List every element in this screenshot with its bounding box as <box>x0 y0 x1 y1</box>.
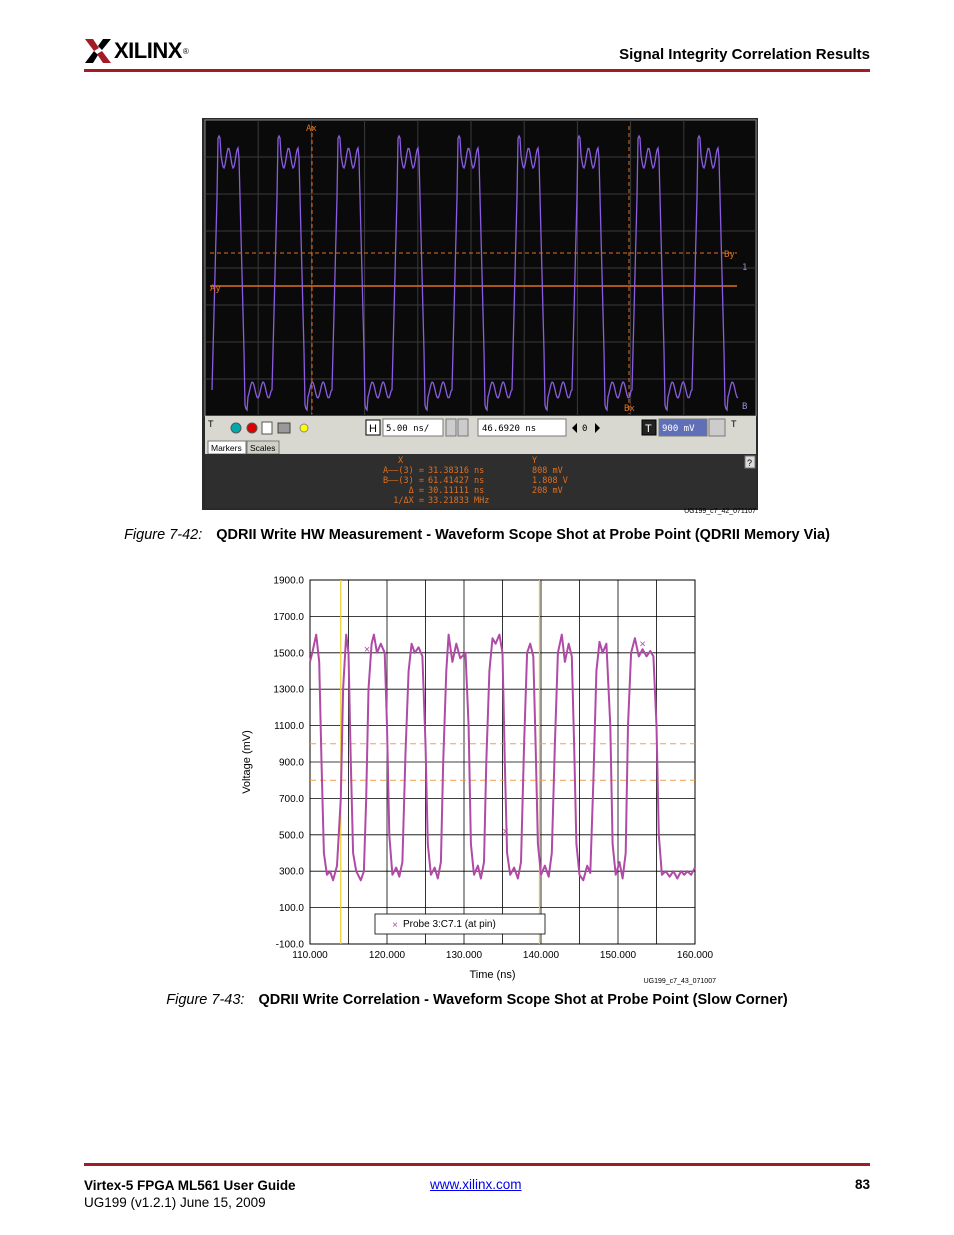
readout-row-y: 808 mV <box>532 466 563 476</box>
step-value: 0 <box>582 424 588 434</box>
readout-row-x: 31.38316 ns <box>428 466 485 476</box>
header-rule <box>84 69 870 72</box>
legend-label: Probe 3:C7.1 (at pin) <box>403 919 496 930</box>
figure43-caption <box>0 992 954 1008</box>
marker-label-bx: Bx <box>624 404 635 414</box>
registered-mark: ® <box>182 46 189 56</box>
x-tick-label: 150.000 <box>599 950 637 961</box>
figure43-image-id: UG199_c7_43_071007 <box>643 978 716 985</box>
readout-row-y: 208 mV <box>532 486 563 496</box>
toolbar-t-label-right: T <box>731 419 737 429</box>
readout-col-y: Y <box>532 456 538 466</box>
y-tick-label: 700.0 <box>278 793 304 805</box>
figure42-label: Figure 7-42: <box>124 527 203 543</box>
marker-label-b: B <box>742 402 748 412</box>
position-value: 46.6920 ns <box>482 424 537 434</box>
y-tick-label: -100.0 <box>275 939 304 951</box>
brightness-icon[interactable] <box>300 424 308 432</box>
series-symbol: × <box>639 638 646 651</box>
readout-row-label: 1/ΔX = <box>393 496 424 506</box>
footer-doc-title: Virtex-5 FPGA ML561 User Guide <box>84 1178 296 1193</box>
y-tick-label: 100.0 <box>278 903 304 915</box>
readout-row-x: 61.41427 ns <box>428 476 485 486</box>
page-number: 83 <box>854 1177 870 1192</box>
figure42-caption <box>0 527 954 543</box>
wave-icon[interactable] <box>458 419 468 436</box>
figure42-title: QDRII Write HW Measurement - Waveform Scope Shot at Probe Point (QDRII Memory Via) <box>216 527 830 543</box>
tab-scales-label: Scales <box>250 443 276 453</box>
toolbar-t-label: T <box>208 419 214 429</box>
help-label: ? <box>747 458 753 468</box>
readout-row-x: 30.11111 ns <box>428 486 485 496</box>
readout-row-label: A——(3) = <box>383 466 424 476</box>
xilinx-mark-icon <box>84 38 112 64</box>
correlation-chart <box>230 570 730 990</box>
tab-markers-label: Markers <box>211 443 242 453</box>
figure42-image-id: UG199_c7_42_071107 <box>684 508 756 515</box>
x-tick-label: 160.000 <box>676 950 714 961</box>
footer-rule <box>84 1163 870 1166</box>
xilinx-logo <box>84 38 189 64</box>
readout-col-x: X <box>398 456 404 466</box>
y-tick-label: 1100.0 <box>274 721 304 733</box>
figure43-label: Figure 7-43: <box>166 992 245 1008</box>
h-label: H <box>369 423 377 435</box>
y-tick-label: 300.0 <box>278 866 304 878</box>
readout-row-y: 1.808 V <box>532 476 568 486</box>
y-tick-label: 1700.0 <box>273 611 304 623</box>
figure43-title: QDRII Write Correlation - Waveform Scope Shot at Probe Point (Slow Corner) <box>258 992 788 1008</box>
trigger-spin-icon[interactable] <box>709 419 725 436</box>
scope-svg <box>202 118 758 510</box>
series-symbol: × <box>363 644 371 657</box>
marker-label-by: By <box>724 250 735 260</box>
readout-row-x: 33.21833 MHz <box>428 496 490 506</box>
y-tick-label: 900.0 <box>278 757 304 769</box>
print-button[interactable] <box>278 423 290 433</box>
scope-screenshot <box>202 118 758 510</box>
channel-1-marker: 1 <box>742 263 748 273</box>
run-button[interactable] <box>231 423 241 433</box>
logo-wordmark: XILINX <box>114 38 182 63</box>
x-axis-label: Time (ns) <box>469 969 516 981</box>
series-symbol: × <box>502 826 509 839</box>
trigger-label: T <box>645 423 652 435</box>
stop-button[interactable] <box>247 423 257 433</box>
trigger-level-value: 900 mV <box>662 424 695 434</box>
readout-row-label: B——(3) = <box>383 476 424 486</box>
y-axis-label: Voltage (mV) <box>241 730 253 794</box>
y-tick-label: 1500.0 <box>273 648 304 660</box>
readout-row-label: Δ = <box>408 486 424 496</box>
section-title: Signal Integrity Correlation Results <box>619 46 870 63</box>
x-tick-label: 140.000 <box>522 950 560 961</box>
footer-doc-info <box>84 1177 296 1211</box>
y-tick-label: 1300.0 <box>273 684 304 696</box>
x-tick-label: 120.000 <box>368 950 406 961</box>
footer-doc-version: UG199 (v1.2.1) June 15, 2009 <box>84 1195 266 1210</box>
pan-icon[interactable] <box>446 419 456 436</box>
x-tick-label: 130.000 <box>445 950 483 961</box>
x-tick-label: 110.000 <box>292 950 328 961</box>
single-button[interactable] <box>262 422 272 434</box>
marker-label-ay: Ay <box>210 284 221 294</box>
y-tick-label: 1900.0 <box>273 575 304 587</box>
footer-website-link[interactable]: www.xilinx.com <box>430 1177 522 1192</box>
y-tick-label: 500.0 <box>278 830 304 842</box>
marker-label-ax: Ax <box>306 124 317 134</box>
legend-symbol: × <box>392 920 398 931</box>
timebase-value: 5.00 ns/ <box>386 424 430 434</box>
